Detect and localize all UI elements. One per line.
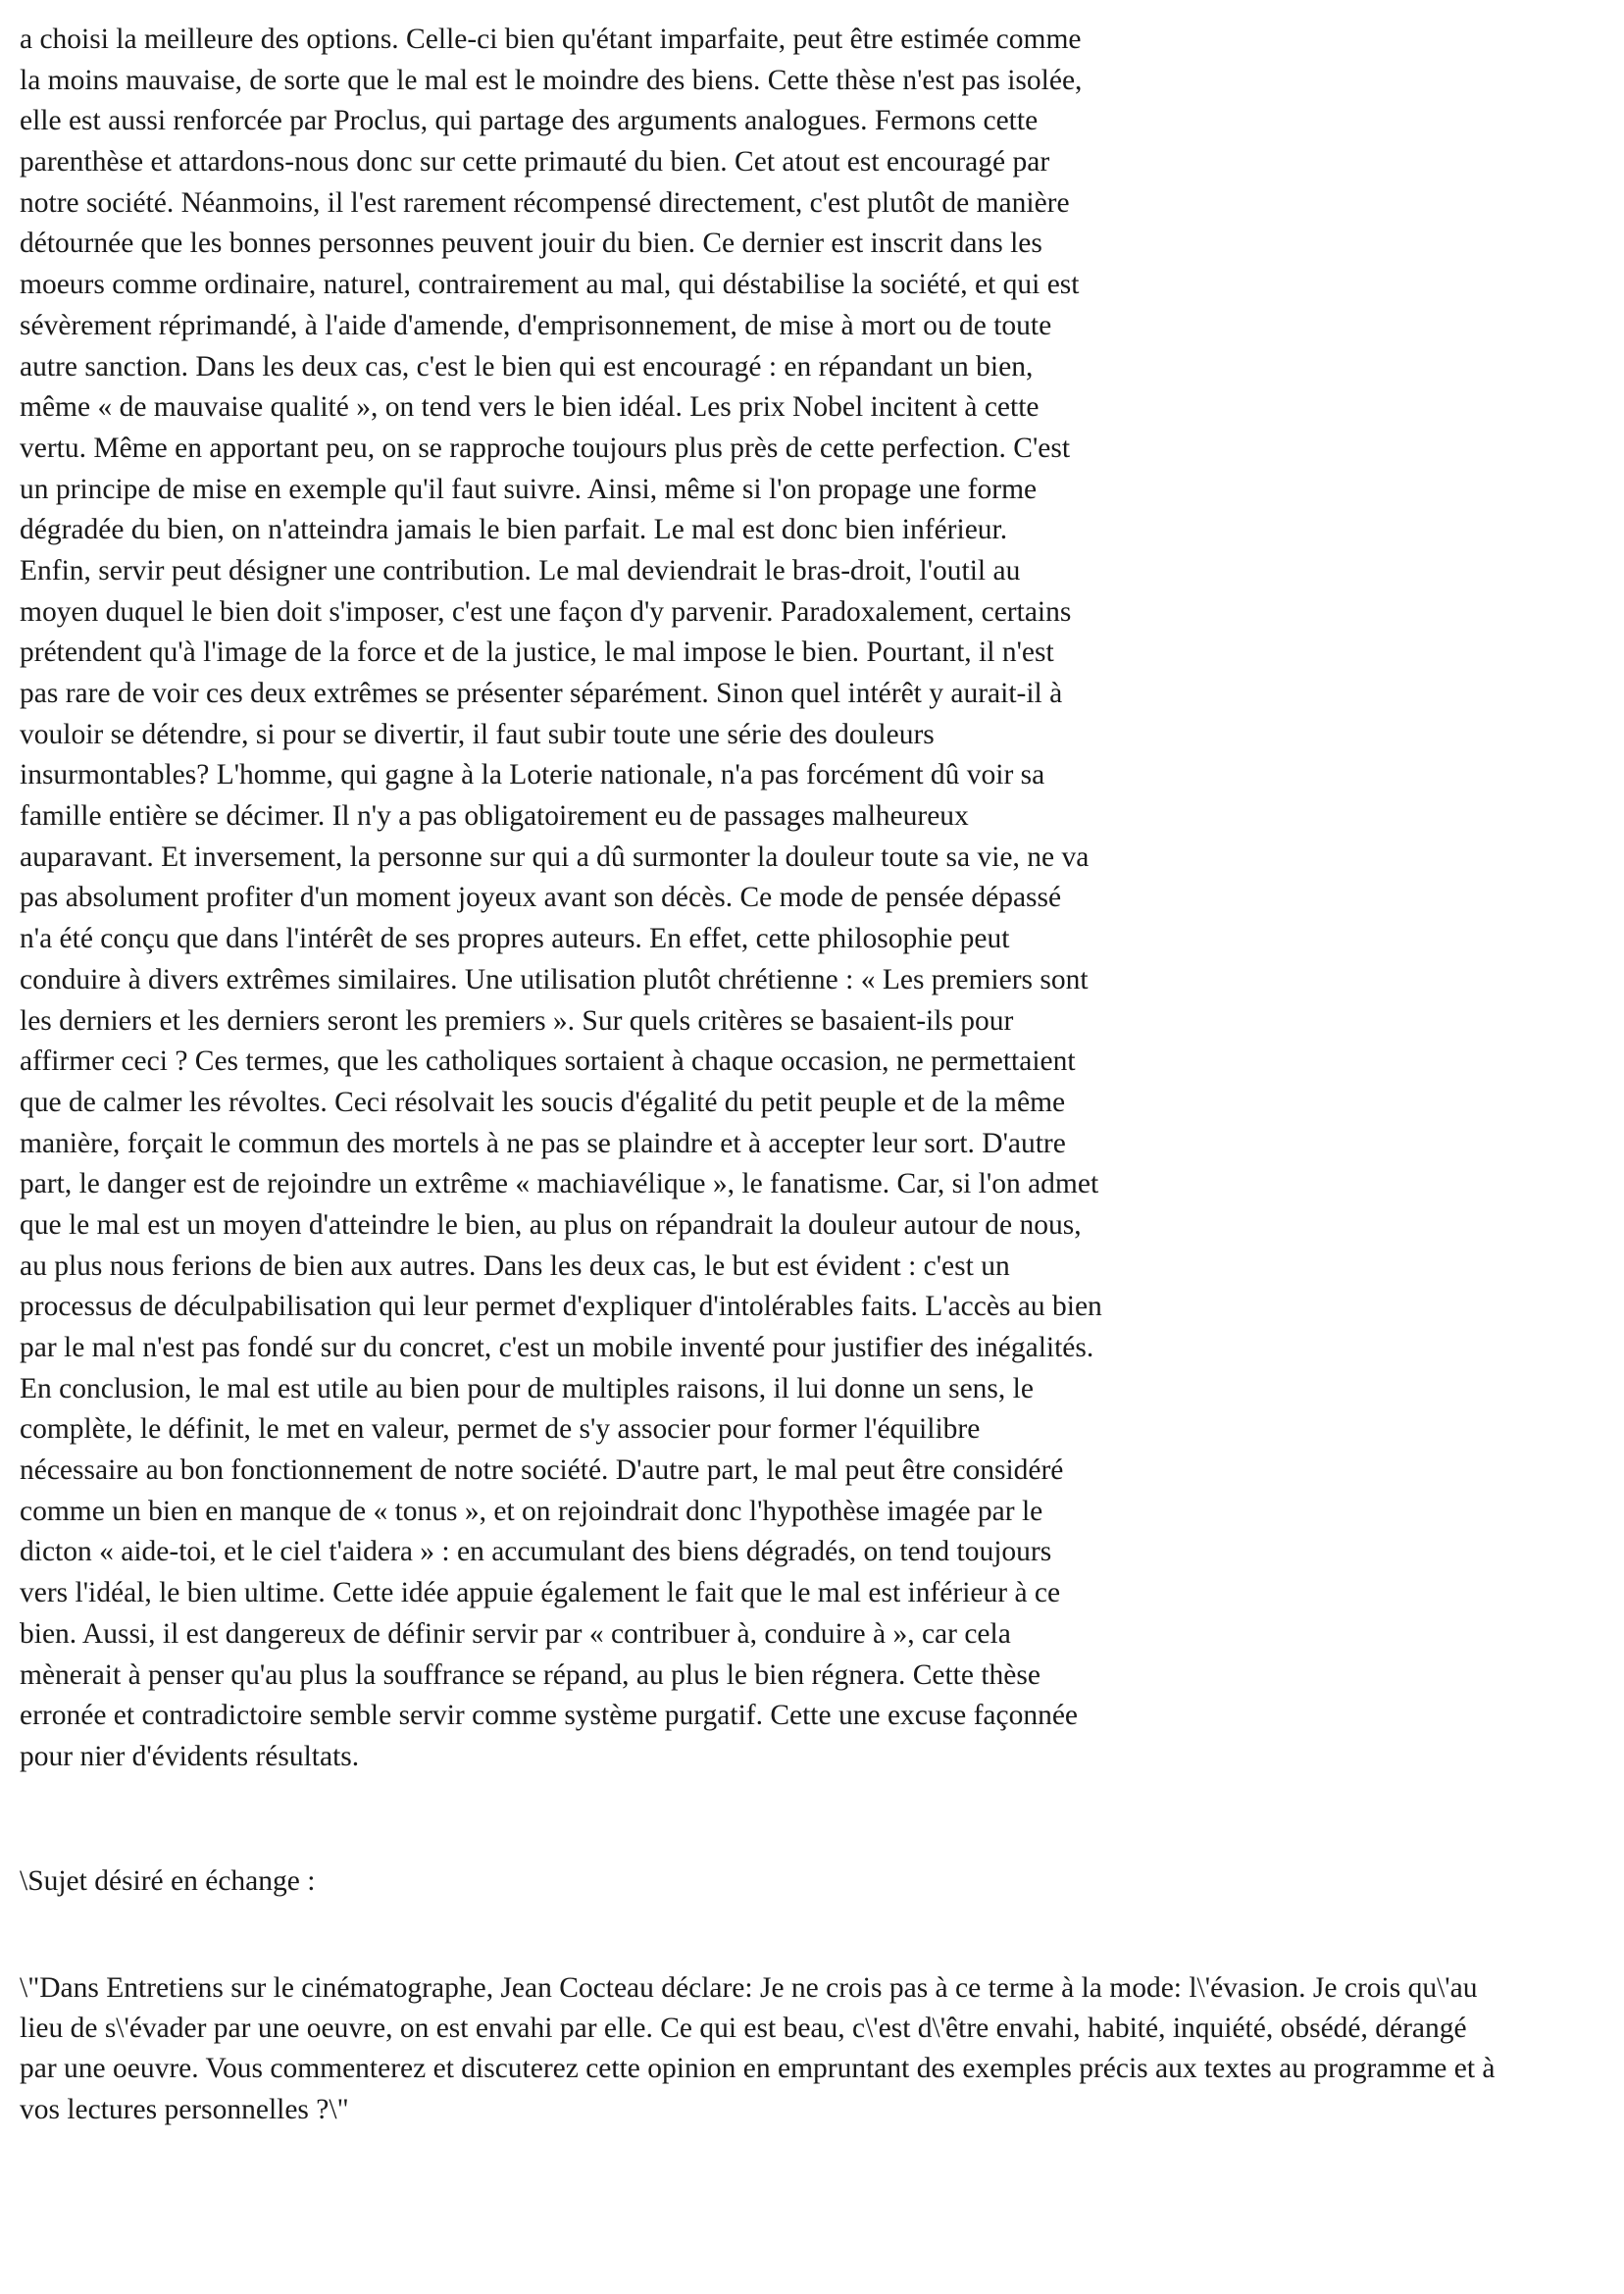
essay-line: Enfin, servir peut désigner une contribution. Le mal deviendrait le bras-droit, l'outil au — [20, 554, 1021, 586]
essay-line: même « de mauvaise qualité », on tend vers le bien idéal. Les prix Nobel incitent à cette — [20, 391, 1040, 424]
exchange-topic — [20, 1968, 1613, 2130]
essay-line: sévèrement réprimandé, à l'aide d'amende, d'emprisonnement, de mise à mort ou de toute — [20, 309, 1052, 341]
essay-line: famille entière se décimer. Il n'y a pas obligatoirement eu de passages malheureux — [20, 800, 969, 833]
essay-line: mènerait à penser qu'au plus la souffrance se répand, au plus le bien régnera. Cette thèse — [20, 1658, 1040, 1691]
essay-line: notre société. Néanmoins, il l'est rarement récompensé directement, c'est plutôt de manière — [20, 186, 1070, 219]
essay-line: complète, le définit, le met en valeur, permet de s'y associer pour former l'équilibre — [20, 1413, 981, 1446]
essay-line: bien. Aussi, il est dangereux de définir servir par « contribuer à, conduire à », car cela — [20, 1617, 1011, 1650]
essay-line: processus de déculpabilisation qui leur permet d'expliquer d'intolérables faits. L'accès au bien — [20, 1291, 1102, 1323]
essay-line: détournée que les bonnes personnes peuvent jouir du bien. Ce dernier est inscrit dans les — [20, 228, 1042, 260]
essay-line: parenthèse et attardons-nous donc sur cette primauté du bien. Cet atout est encouragé par — [20, 146, 1050, 178]
essay-line: prétendent qu'à l'image de la force et de la justice, le mal impose le bien. Pourtant, il n'est — [20, 637, 1054, 669]
essay-line: auparavant. Et inversement, la personne sur qui a dû surmonter la douleur toute sa vie, ne va — [20, 841, 1090, 873]
essay-body — [20, 20, 1236, 1818]
essay-line: pas absolument profiter d'un moment joyeux avant son décès. Ce mode de pensée dépassé — [20, 882, 1062, 914]
exchange-heading: \Sujet désiré en échange : — [20, 1865, 316, 1897]
topic-line: lieu de s\'évader par une oeuvre, on est envahi par elle. Ce qui est beau, c\'est d\'être envahi, habité, inquiété, obsédé, dérangé — [20, 2013, 1467, 2045]
essay-line: insurmontables? L'homme, qui gagne à la Loterie nationale, n'a pas forcément dû voir sa — [20, 759, 1045, 791]
essay-line: En conclusion, le mal est utile au bien pour de multiples raisons, il lui donne un sens, le — [20, 1372, 1034, 1404]
topic-line: vos lectures personnelles ?\" — [20, 2093, 349, 2125]
essay-line — [20, 1778, 1236, 1819]
essay-line: manière, forçait le commun des mortels à ne pas se plaindre et à accepter leur sort. D'autre — [20, 1127, 1066, 1159]
essay-line: les derniers et les derniers seront les premiers ». Sur quels critères se basaient-ils pour — [20, 1004, 1014, 1037]
essay-line: au plus nous ferions de bien aux autres. Dans les deux cas, le but est évident : c'est un — [20, 1249, 1010, 1282]
essay-line: affirmer ceci ? Ces termes, que les catholiques sortaient à chaque occasion, ne permettaient — [20, 1045, 1076, 1078]
essay-line: vertu. Même en apportant peu, on se rapproche toujours plus près de cette perfection. C'est — [20, 432, 1071, 464]
essay-line: vouloir se détendre, si pour se divertir, il faut subir toute une série des douleurs — [20, 718, 935, 750]
essay-line: nécessaire au bon fonctionnement de notre société. D'autre part, le mal peut être considéré — [20, 1454, 1064, 1487]
essay-line: comme un bien en manque de « tonus », et on rejoindrait donc l'hypothèse imagée par le — [20, 1495, 1043, 1527]
essay-line: part, le danger est de rejoindre un extrême « machiavélique », le fanatisme. Car, si l'on admet — [20, 1168, 1099, 1200]
essay-line: autre sanction. Dans les deux cas, c'est le bien qui est encouragé : en répandant un bien, — [20, 350, 1034, 382]
essay-line: a choisi la meilleure des options. Celle-ci bien qu'étant imparfaite, peut être estimée comme — [20, 24, 1082, 55]
essay-line: dégradée du bien, on n'atteindra jamais le bien parfait. Le mal est donc bien inférieur. — [20, 514, 1008, 546]
essay-line: vers l'idéal, le bien ultime. Cette idée appuie également le fait que le mal est inférieur à ce — [20, 1577, 1061, 1609]
essay-line: n'a été conçu que dans l'intérêt de ses propres auteurs. En effet, cette philosophie peut — [20, 923, 1010, 955]
essay-line: pas rare de voir ces deux extrêmes se présenter séparément. Sinon quel intérêt y aurait-il à — [20, 678, 1063, 709]
essay-line: moeurs comme ordinaire, naturel, contrairement au mal, qui déstabilise la société, et qui est — [20, 269, 1080, 301]
essay-line: moyen duquel le bien doit s'imposer, c'est une façon d'y parvenir. Paradoxalement, certains — [20, 595, 1072, 628]
essay-line: pour nier d'évidents résultats. — [20, 1740, 360, 1772]
essay-line: dicton « aide-toi, et le ciel t'aidera » : en accumulant des biens dégradés, on tend toujours — [20, 1536, 1052, 1568]
essay-line: que de calmer les révoltes. Ceci résolvait les soucis d'égalité du petit peuple et de la même — [20, 1086, 1066, 1118]
essay-line: que le mal est un moyen d'atteindre le bien, au plus on répandrait la douleur autour de nous, — [20, 1208, 1082, 1241]
essay-line: elle est aussi renforcée par Proclus, qui partage des arguments analogues. Fermons cette — [20, 105, 1039, 137]
topic-line: \"Dans Entretiens sur le cinématographe, Jean Cocteau déclare: Je ne crois pas à ce terme à la mode: l\'évasion. Je crois qu\'au — [20, 1972, 1478, 2004]
essay-line: erronée et contradictoire semble servir comme système purgatif. Cette une excuse façonnée — [20, 1700, 1079, 1732]
essay-line: par le mal n'est pas fondé sur du concret, c'est un mobile inventé pour justifier des inégalités. — [20, 1332, 1094, 1363]
essay-line: conduire à divers extrêmes similaires. Une utilisation plutôt chrétienne : « Les premiers sont — [20, 963, 1089, 995]
essay-line: la moins mauvaise, de sorte que le mal est le moindre des biens. Cette thèse n'est pas isolée, — [20, 64, 1083, 96]
topic-line: par une oeuvre. Vous commenterez et discuterez cette opinion en empruntant des exemples précis aux textes au programme et à — [20, 2053, 1496, 2085]
essay-line: un principe de mise en exemple qu'il faut suivre. Ainsi, même si l'on propage une forme — [20, 473, 1038, 505]
